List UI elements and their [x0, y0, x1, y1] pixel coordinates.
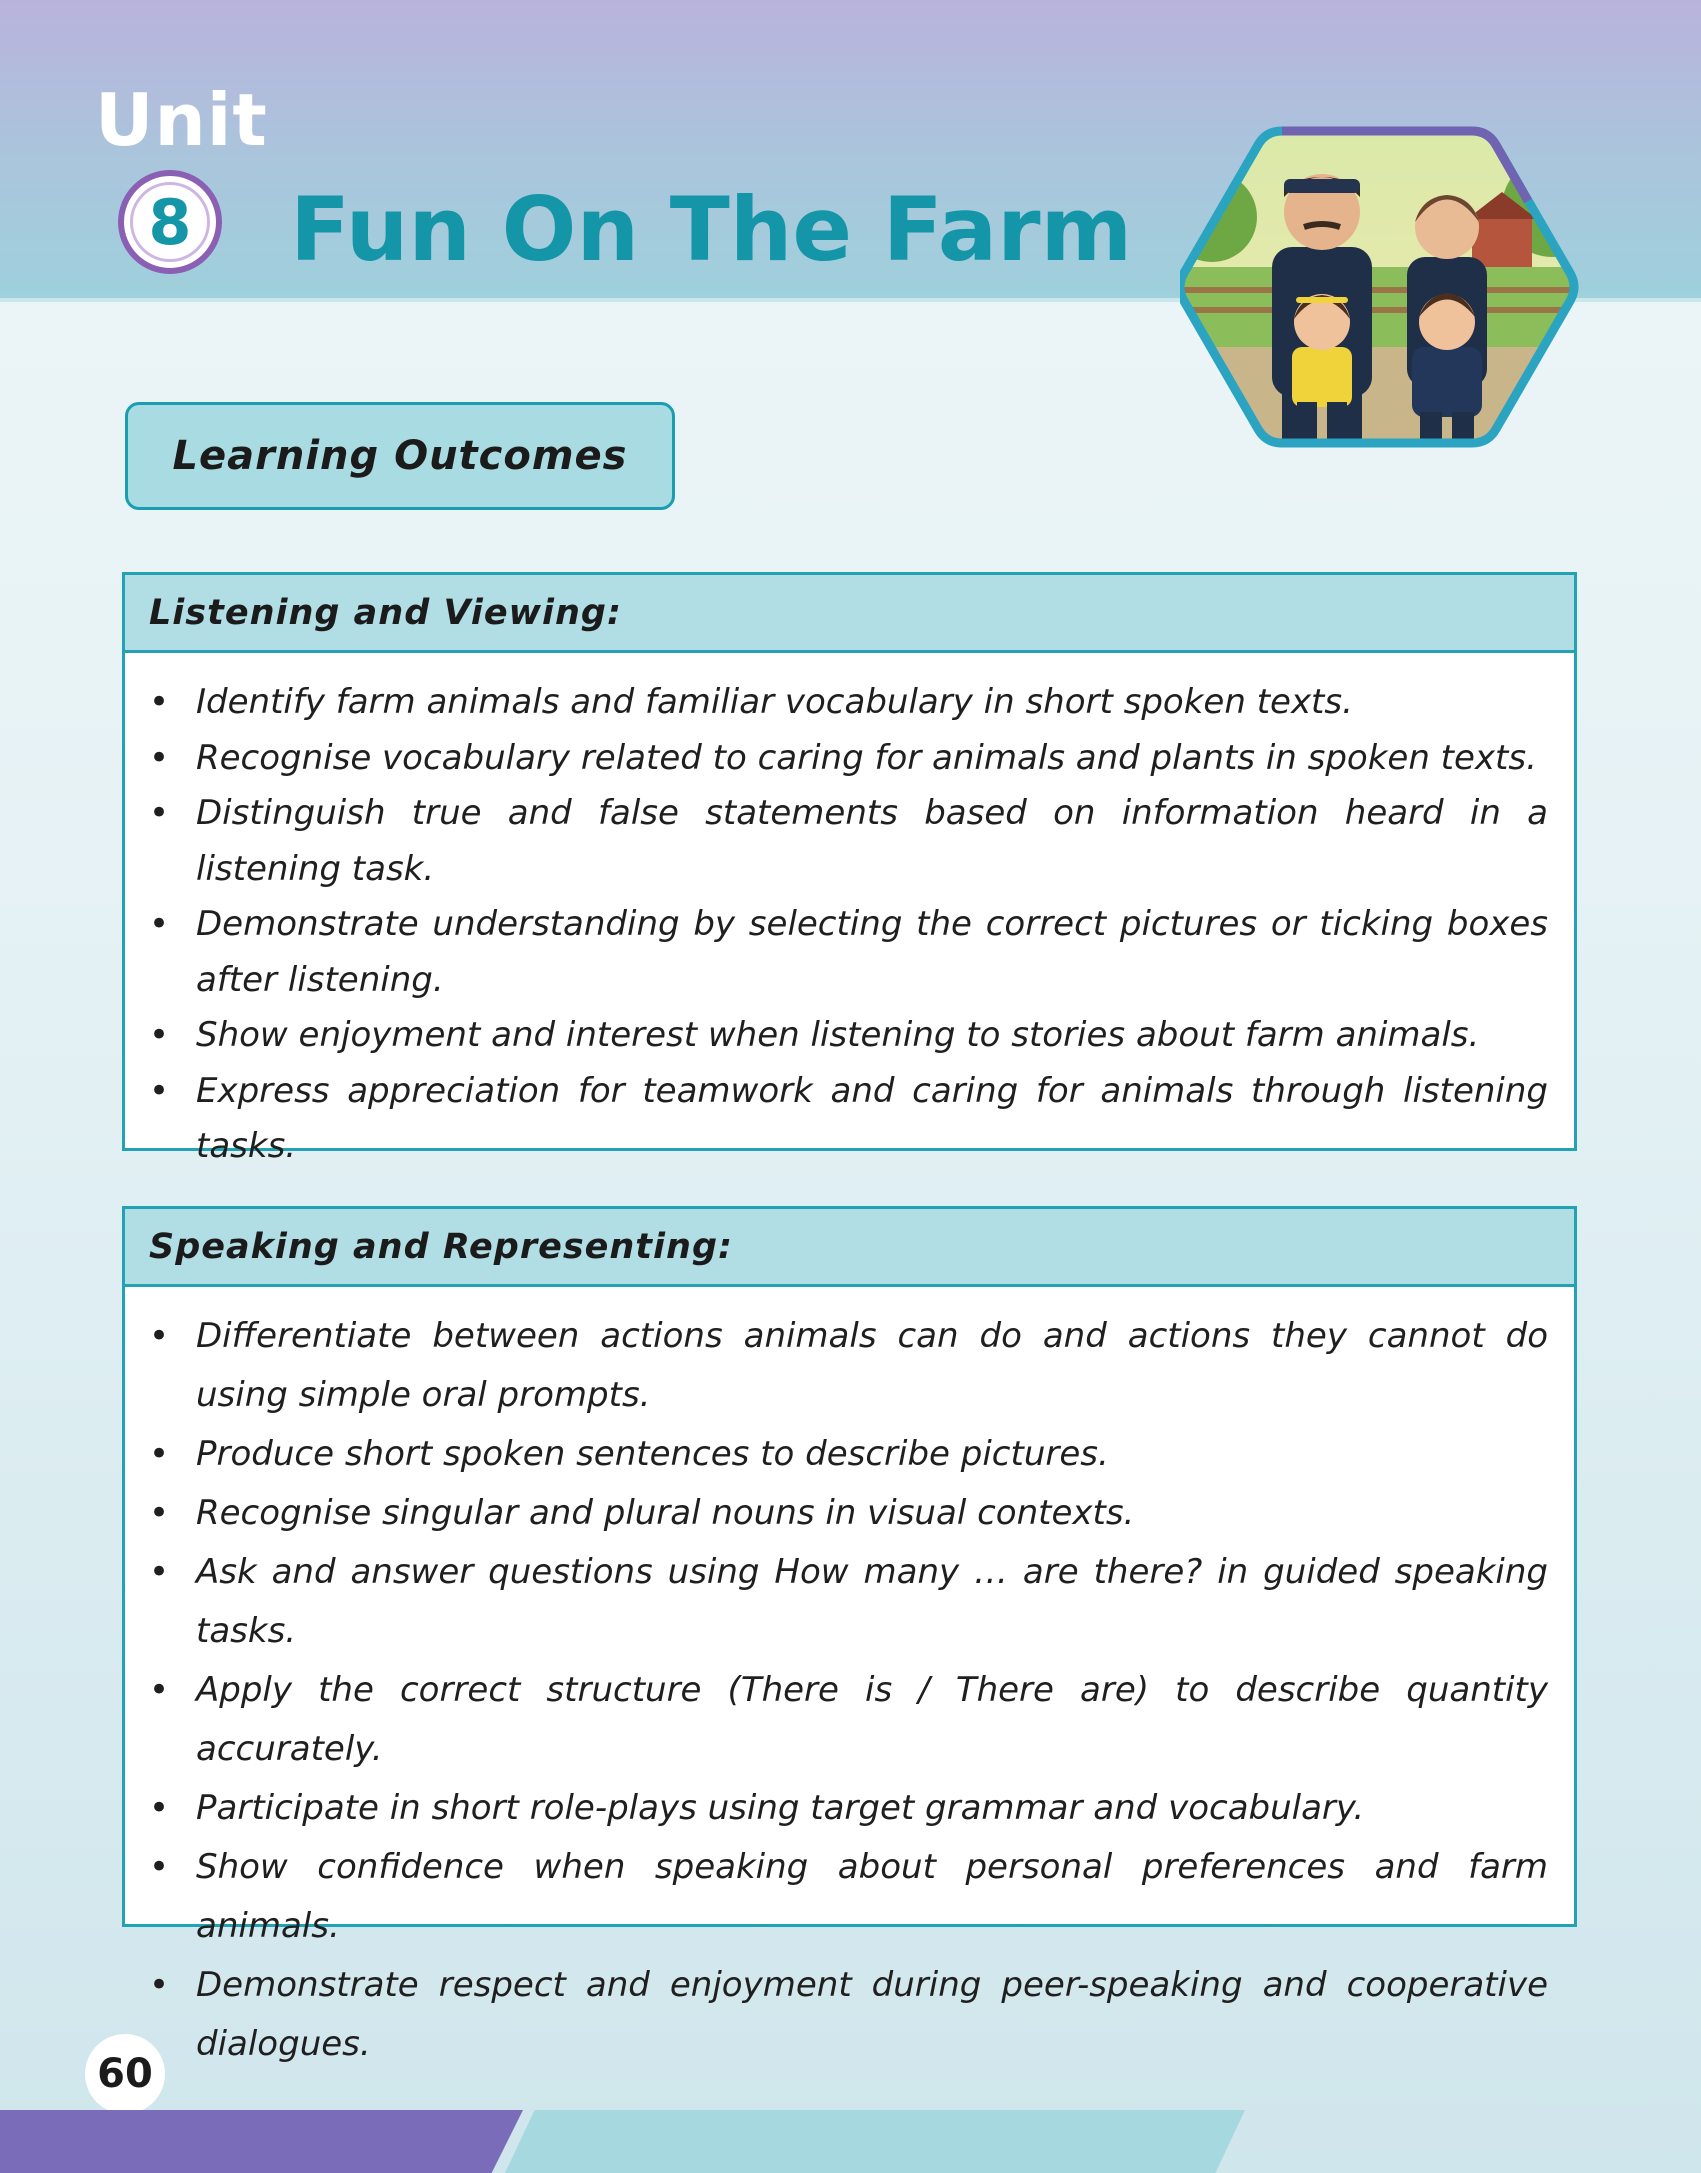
- list-item: [149, 897, 1548, 1008]
- list-item: [149, 1661, 1548, 1779]
- bullet-icon: •: [149, 737, 170, 778]
- list-item: [149, 1779, 1548, 1838]
- list-item: [149, 1838, 1548, 1956]
- section-header: [125, 575, 1574, 653]
- learning-outcomes-label: Learning Outcomes: [172, 433, 628, 479]
- list-item: [149, 1307, 1548, 1425]
- bullet-icon: •: [149, 904, 170, 944]
- list-item-text: Demonstrate respect and enjoyment during peer-speaking and cooperative dialogues.: [196, 1965, 1548, 2064]
- list-item-text: Participate in short role-plays using target grammar and vocabulary.: [196, 1788, 1365, 1828]
- list-item: [149, 1543, 1548, 1661]
- list-item: [149, 675, 1548, 731]
- learning-outcomes-label-box: [125, 402, 675, 510]
- bullet-icon: •: [149, 1552, 170, 1592]
- farm-family-illustration: [1180, 112, 1590, 512]
- list-item-text: Express appreciation for teamwork and caring for animals through listening tasks.: [196, 1070, 1548, 1166]
- bullet-icon: •: [149, 1847, 170, 1887]
- bullet-icon: •: [149, 1316, 170, 1356]
- list-item: [149, 1484, 1548, 1543]
- page-title: Fun On The Farm: [290, 178, 1133, 281]
- outcomes-list: [125, 653, 1574, 1175]
- speaking-representing-section: [122, 1206, 1577, 2064]
- section-heading: Listening and Viewing:: [149, 592, 622, 633]
- page-number-badge: [85, 2034, 165, 2114]
- list-item-text: Recognise singular and plural nouns in visual contexts.: [196, 1493, 1135, 1533]
- bullet-icon: •: [149, 1670, 170, 1710]
- bullet-icon: •: [149, 1493, 170, 1533]
- list-item-text: Identify farm animals and familiar vocabulary in short spoken texts.: [196, 682, 1353, 722]
- list-item: [149, 1008, 1548, 1064]
- list-item-text: Produce short spoken sentences to describe pictures.: [196, 1434, 1109, 1474]
- list-item-text: Recognise vocabulary related to caring for animals and plants in spoken texts.: [196, 737, 1537, 778]
- list-item-text: Show confidence when speaking about personal preferences and farm animals.: [196, 1847, 1548, 1946]
- list-item-text: Differentiate between actions animals can do and actions they cannot do using simple oral prompts.: [196, 1316, 1548, 1415]
- list-item: [149, 786, 1548, 897]
- list-item: [149, 1425, 1548, 1484]
- footer-band-purple: [0, 2110, 523, 2173]
- listening-viewing-section: [122, 572, 1577, 1166]
- bullet-icon: •: [149, 682, 170, 722]
- list-item: [149, 1064, 1548, 1175]
- list-item-text: Show enjoyment and interest when listening to stories about farm animals.: [196, 1015, 1480, 1055]
- unit-number: 8: [148, 185, 192, 259]
- unit-label: Unit: [95, 78, 268, 162]
- list-item-text: Distinguish true and false statements based on information heard in a listening task.: [196, 793, 1548, 889]
- outcomes-list: [125, 1287, 1574, 2074]
- list-item-text: Demonstrate understanding by selecting the correct pictures or ticking boxes after listening.: [196, 904, 1548, 1000]
- page-number: 60: [97, 2051, 153, 2097]
- section-header: [125, 1209, 1574, 1287]
- bullet-icon: •: [149, 793, 170, 833]
- bullet-icon: •: [149, 1070, 170, 1111]
- section-heading: Speaking and Representing:: [149, 1226, 734, 1267]
- list-item: [149, 731, 1548, 787]
- list-item: [149, 1956, 1548, 2074]
- list-item-text: Apply the correct structure (There is / There are) to describe quantity accurately.: [196, 1670, 1548, 1769]
- bullet-icon: •: [149, 1788, 170, 1828]
- footer-band-teal: [505, 2110, 1245, 2173]
- unit-number-badge: [118, 170, 222, 274]
- bullet-icon: •: [149, 1965, 170, 2005]
- bullet-icon: •: [149, 1434, 170, 1474]
- bullet-icon: •: [149, 1015, 170, 1055]
- list-item-text: Ask and answer questions using How many … are there? in guided speaking tasks.: [196, 1552, 1548, 1651]
